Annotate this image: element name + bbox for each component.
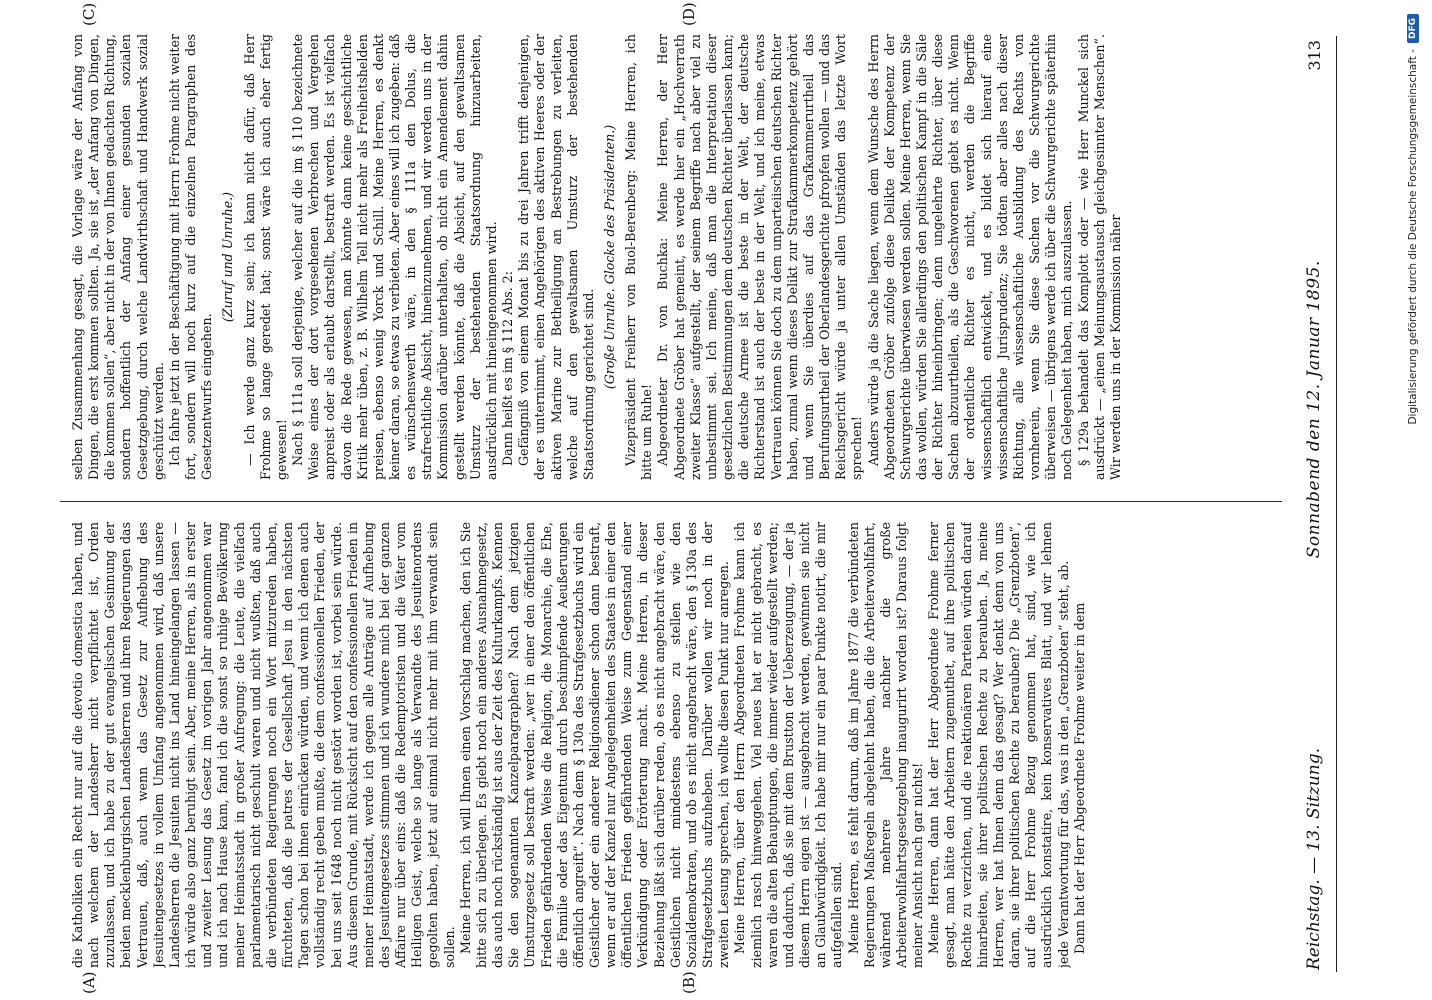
header-page-number: 313 [1304,40,1324,71]
paragraph: Ich fahre jetzt in der Beschäftigung mit Herrn Frohme nicht weiter fort, sondern will noch kurz auf die einzelnen Paragraphen des Gesetzentwurfs eingehen. [166,34,215,480]
paragraph: Meine Herren, es fehlt darum, daß im Jahre 1877 die verbündeten Regierungen Maßregeln abgelehnt haben, die die Arbeiterwohlfahrt, während mehrere Jahre nachher die große Arbeiterwohlfahrtsgesetzgebung inaugurirt worden ist? Daraus folgt meiner Ansicht nach gar nichts! [845,522,926,968]
header-rule [1336,36,1337,972]
paragraph: die Katholiken ein Recht nur auf die devotio domestica haben, und nach welchem der Landesherr nicht verpflichtet ist, Orden zuzulassen, und ich habe zu der gut evangelischen Gesinnung der beiden mecklenburgischen Landesherren und ihren Regierungen das Vertrauen, daß, auch wenn das Gesetz zur Aufhebung des Jesuitengesetzes in vollem Umfang angenommen wird, daß unsere Landesherren die Jesuiten nicht ins Land hineingelangen lassen — ich würde also ganz beruhigt sein. Aber, meine Herren, als in erster und zweiter Lesung das Gesetz im vorigen Jahr angenommen war und ich nach Hause kam, fand ich die sonst so ruhige Bevölkerung meiner Heimatsstadt in großer Aufregung: die Leute, die vielfach parlamentarisch nicht geschult waren und nicht wußten, daß auch die verbündeten Regierungen noch ein Wort mitzureden haben, fürchteten, daß die patres der Gesellschaft Jesu in den nächsten Tagen schon bei ihnen einrücken würden, und wenn ich denen auch vollständig recht geben mußte, die dem confessionellen Frieden, der bei uns seit 1648 noch nicht gestört worden ist, vorbei sein würde. Aus diesem Grunde, mit Rücksicht auf den confessionellen Frieden in meiner Heimatstadt, werde ich gegen alle Anträge auf Aufhebung des Jesuitengesetzes stimmen und ich wundere mich bei der ganzen Affaire nur über eins: daß die Redemptoristen und die Väter vom Heiligen Geist, welche so lange als Verwandte des Jesuitenordens gegolten haben, jetzt auf einmal nicht mehr mit ihm verwandt sein sollen. [70,522,457,968]
running-header [1292,40,1336,970]
margin-marker-b: (B) [680,971,698,994]
header-date: Sonnabend den 12. Januar 1895. [1304,260,1324,559]
paragraph: (Zuruf und Unruhe.) [220,191,236,323]
paragraph: (Große Unruhe. Glocke des Präsidenten.) [602,124,617,390]
paragraph: selben Zusammenhang gesagt, die Vorlage wäre der Anfang von Dingen, die erst kommen sollten. Ja, sie ist „der Anfang von Dingen, die kommen sollen“, aber nicht in der von Ihnen gedachten Richtung, sondern hoffentlich der Anfang einer gesunden sozialen Gesetzgebung, durch welche Landwirthschaft und Handwerk sozial geschützt werden. [70,34,166,480]
margin-marker-a: (A) [80,971,98,994]
paragraph: Gefängniß von einem Monat bis zu drei Jahren trifft denjenigen, der es unternimmt, einen Angehörigen des aktiven Heeres oder der aktiven Marine zur Betheiligung an Bestrebungen zu verleiten, welche auf den gewaltsamen Umsturz der bestehenden Staatsordnung gerichtet sind. [516,34,596,480]
digitization-credit [1394,0,1432,1000]
right-text-column [70,34,1282,480]
margin-marker-d: (D) [680,2,698,26]
paragraph: Meine Herren, dann hat der Herr Abgeordnete Frohme ferner gesagt, man hätte den Arbeitern zugemuthet, auf ihre politischen Rechte zu verzichten, und die reaktionären Parteien würden darauf hinarbeiten, sie ihrer politischen Rechte zu berauben. Ja, meine Herren, wer hat Ihnen denn das gesagt? Wer denkt denn von uns daran, sie ihrer politischen Rechte zu berauben? Die „Grenzboten“, auf die Herr Frohme Bezug genommen hat, sind, wie ich ausdrücklich konstatire, kein konservatives Blatt, und wir lehnen jede Verantwortung für das, was in den „Grenzboten“ steht, ab. [926,522,1071,968]
paragraph: Meine Herren, über den Herrn Abgeordneten Frohme kann ich ziemlich rasch hinweggehen. Viel neues hat er nicht gebracht, es waren die alten Behauptungen, die immer wieder aufgestellt werden; und dadurch, daß sie mit dem Brustton der Ueberzeugung, — der ja diesem Herrn eigen ist — ausgebracht werden, gewinnen sie nicht an Glaubwürdigkeit. Ich habe mir nur ein paar Punkte notirt, die mir aufgefallen sind. [732,522,845,968]
paragraph: Abgeordneter Dr. von Buchka: Meine Herren, der Herr Abgeordnete Gröber hat gemeint, es werde hier ein „Hochverrath zweiter Klasse“ aufgestellt, der seinem Begriffe nach aber viel zu unbestimmt sei. Ich meine, daß man die Interpretation dieser gesetzlichen Bestimmungen dem deutschen Richter überlassen kann; die deutsche Armee ist die beste in der Welt, der deutsche Richterstand ist auch der beste in der Welt, und ich meine, etwas Vertrauen können Sie doch zu dem unparteiischen deutschen Richter haben, zumal wenn dieses Delikt zur Strafkammerkompetenz gehört und wenn Sie überdies auf das Grafkammerurtheil das Berufungsurtheil der Oberlandesgerichte pfropfen wollen — und das Reichsgericht würde ja unter allen Umständen das letzte Wort sprechen! [655,34,865,480]
credit-text: Digitalisierung gefördert durch die Deutsche Forschungsgemeinschaft - [1407,49,1419,425]
paragraph: Dann heißt es im § 112 Abs. 2: [500,270,516,466]
paragraph: Meine Herren, ich will Ihnen einen Vorschlag machen, den ich Sie bitte sich zu überlegen. Es giebt noch ein anderes Ausnahmegesetz, das auch noch rückständig ist aus der Zeit des Kulturkampfs. Kennen Sie den sogenannten Kanzelparagraphen? Nach dem jetzigen Umsturzgesetz soll bestraft werden: „wer in einer den öffentlichen Frieden gefährdenden Weise die Religion, die Monarchie, die Ehe, die Familie oder das Eigentum durch beschimpfende Aeußerungen öffentlich angreift“. Nach dem § 130a des Strafgesetzbuchs wird ein Geistlicher oder ein anderer Religionsdiener schon dann bestraft, wenn er auf der Kanzel nur Angelegenheiten des Staates in einer den öffentlichen Frieden gefährdenden Weise zum Gegenstand einer Verkündigung oder Erörterung macht. Meine Herren, in dieser Beziehung läßt sich darüber reden, ob es nicht angebracht wäre, den Geistlichen nicht mindestens ebenso zu stellen wie den Sozialdemokraten, und ob es nicht angebracht wäre, den § 130a des Strafgesetzbuchs aufzuheben. Darüber wollen wir noch in der zweiten Lesung sprechen, ich wollte diesen Punkt nur anregen. [457,522,732,968]
paragraph: § 129a behandelt das Komplott oder — wie Herr Munckel sich ausdrückt — „einen Meinungsaustausch gleichgesinnter Menschen“. Wir werden uns in der Kommission näher [1075,34,1123,480]
paragraph: — Ich werde ganz kurz sein; ich kann nicht dafür, daß Herr Frohme so lange geredet hat; sonst wäre ich auch eher fertig gewesen! [241,34,289,480]
paragraph: Nach § 111a soll derjenige, welcher auf die im § 110 bezeichnete Weise eines der dort vorgesehenen Verbrechen und Vergehen anpreist oder als erlaubt darstellt, bestraft werden. Es ist vielfach davon die Rede gewesen, man könnte dann keine geschichtliche Kritik mehr üben, z. B. Wilhelm Tell nicht mehr als Freiheitshelden preisen, ebenso wenig Yorck und Schill. Meine Herren, es denkt keiner daran, so etwas zu verbieten. Aber eines will ich zugeben: daß es wünschenswerth wäre, in den § 111a den Dolus, die strafrechtliche Absicht, hineinzunehmen, und wir werden uns in der Kommission darüber unterhalten, ob nicht ein Amendement dahin gestellt werden könnte, daß die Absicht, auf den gewaltsamen Umsturz der bestehenden Staatsordnung hinzuarbeiten, ausdrücklich mit hineingenommen wird. [290,34,499,480]
paragraph: Anders würde ja die Sache liegen, wenn dem Wunsche des Herrn Abgeordneten Gröber zufolge diese Delikte der Kompetenz der Schwurgerichte überwiesen werden sollen. Meine Herren, wenn Sie das wollen, würden Sie allerdings den politischen Kampf in die Säle der Richter hineinbringen; denn ungelehrte Richter, über diese Sachen abzuurtheilen, als die Geschworenen giebt es nicht. Wenn der ordentliche Richter es nicht, werden die Begriffe wissenschaftlich entwickelt, und es bildet sich hierauf eine wissenschaftliche Jurisprudenz; Sie tödten aber alles nach dieser Richtung, alle wissenschaftliche Ausbildung des Rechts von vornherein, wenn Sie diese Sachen vor die Schwurgerichte überweisen — übrigens werde ich über die Schwurgerichte späterhin noch Gelegenheit haben, mich auszulassen. [865,34,1075,480]
header-session: Reichstag. — 13. Sitzung. [1304,747,1324,970]
paragraph: Dann hat der Herr Abgeordnete Frohme weiter in dem [1071,602,1087,954]
column-divider [60,501,1282,502]
margin-marker-c: (C) [80,2,98,26]
dfg-logo: DFG [1407,14,1419,43]
paragraph: Vizepräsident Freiherr von Buol-Berenberg: Meine Herren, ich bitte um Ruhe! [623,34,655,480]
left-text-column [70,522,1282,968]
